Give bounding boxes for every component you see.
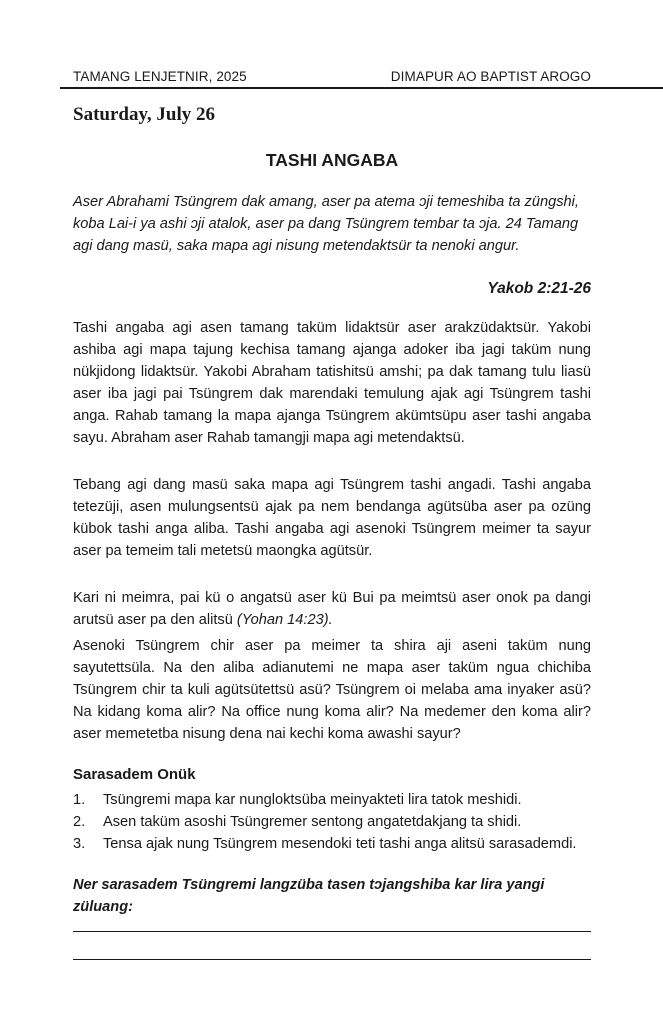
scripture-verse: Aser Abrahami Tsüngrem dak amang, aser pa atema ɔji temeshiba ta züngshi, koba Lai-i ya ashi ɔji atalok, aser pa dang Tsüngrem tembar ta ɔja. 24 Tamang agi dang masü, saka mapa agi nisung metendaktsür ta nenoki angur. (73, 194, 579, 254)
list-item-text: Tsüngremi mapa kar nungloktsüba meinyakteti lira tatok meshidi. (103, 792, 522, 808)
running-header (73, 69, 591, 84)
quote-citation: (Yohan 14:23). (236, 612, 333, 628)
page-title: TASHI ANGABA (265, 150, 399, 170)
header-rule (60, 87, 663, 89)
list-item-text: Asen taküm asoshi Tsüngremer sentong angatetdakjang ta shidi. (103, 814, 522, 830)
body-paragraph-2: Tebang agi dang masü saka mapa agi Tsüngrem tashi angadi. Tashi angaba tetezüji, asen mulungsentsü ajak pa nem bendanga agütsüba aser pa ozüng kübok tashi anga aliba. Tashi angaba agi asenoki Tsüngrem meimer ta sayur aser pa temeim tali metetsü maongka agütsür. (73, 477, 591, 559)
body-paragraph-4: Asenoki Tsüngrem chir aser pa meimer ta shira aji aseni taküm nung sayutettsüla. Na den aliba adianutemi ne mapa aser taküm ngua chichiba Tsüngrem chir ta kuli agütsütettsü asü? Tsüngrem oi melaba ama inyaker asü? Na kidang koma alir? Na office nung koma alir? Na medemer den koma alir? aser memetetba nisung dena nai kechi koma awashi sayur? (73, 638, 591, 742)
body-paragraph-3 (73, 587, 591, 631)
writing-prompt: Ner sarasadem Tsüngremi langzüba tasen tɔjangshiba kar lira yangi züluang: (73, 877, 545, 915)
page-date: Saturday, July 26 (73, 104, 216, 125)
list-item-text: Tensa ajak nung Tsüngrem mesendoki teti tashi anga alitsü sarasademdi. (103, 836, 577, 852)
answer-line-2[interactable] (73, 959, 591, 960)
header-left: TAMANG LENJETNIR, 2025 (73, 69, 247, 84)
body-paragraph-1: Tashi angaba agi asen tamang taküm lidaktsür aser arakzüdaktsür. Yakobi ashiba agi mapa tajung kechisa tamang ajanga adoker iba jagi taküm nung nükjidong lidaktsür. Yakobi Abraham tatishitsü amshi; pa dak tamang tulu liasü aser iba jagi pai Tsüngrem dak marendaki temulung ajak agi Tsüngrem tashi anga. Rahab tamang la mapa ajanga Tsüngrem akümtsüpu aser tashi angaba sayu. Abraham aser Rahab tamangji mapa agi metendaktsü. (73, 320, 591, 446)
answer-line-1[interactable] (73, 931, 591, 932)
quote-text: Kari ni meimra, pai kü o angatsü aser kü Bui pa meimtsü aser onok pa dangi arutsü aser pa den alitsü (73, 590, 591, 628)
list-item-number: 3. (73, 836, 86, 852)
list-item (73, 811, 591, 833)
list-item (73, 833, 591, 855)
list-item (73, 789, 591, 811)
discussion-heading: Sarasadem Onük (73, 766, 196, 783)
discussion-list (73, 789, 591, 855)
scripture-reference: Yakob 2:21-26 (487, 280, 591, 297)
list-item-number: 1. (73, 792, 86, 808)
list-item-number: 2. (73, 814, 86, 830)
header-right: DIMAPUR AO BAPTIST AROGO (390, 69, 591, 84)
